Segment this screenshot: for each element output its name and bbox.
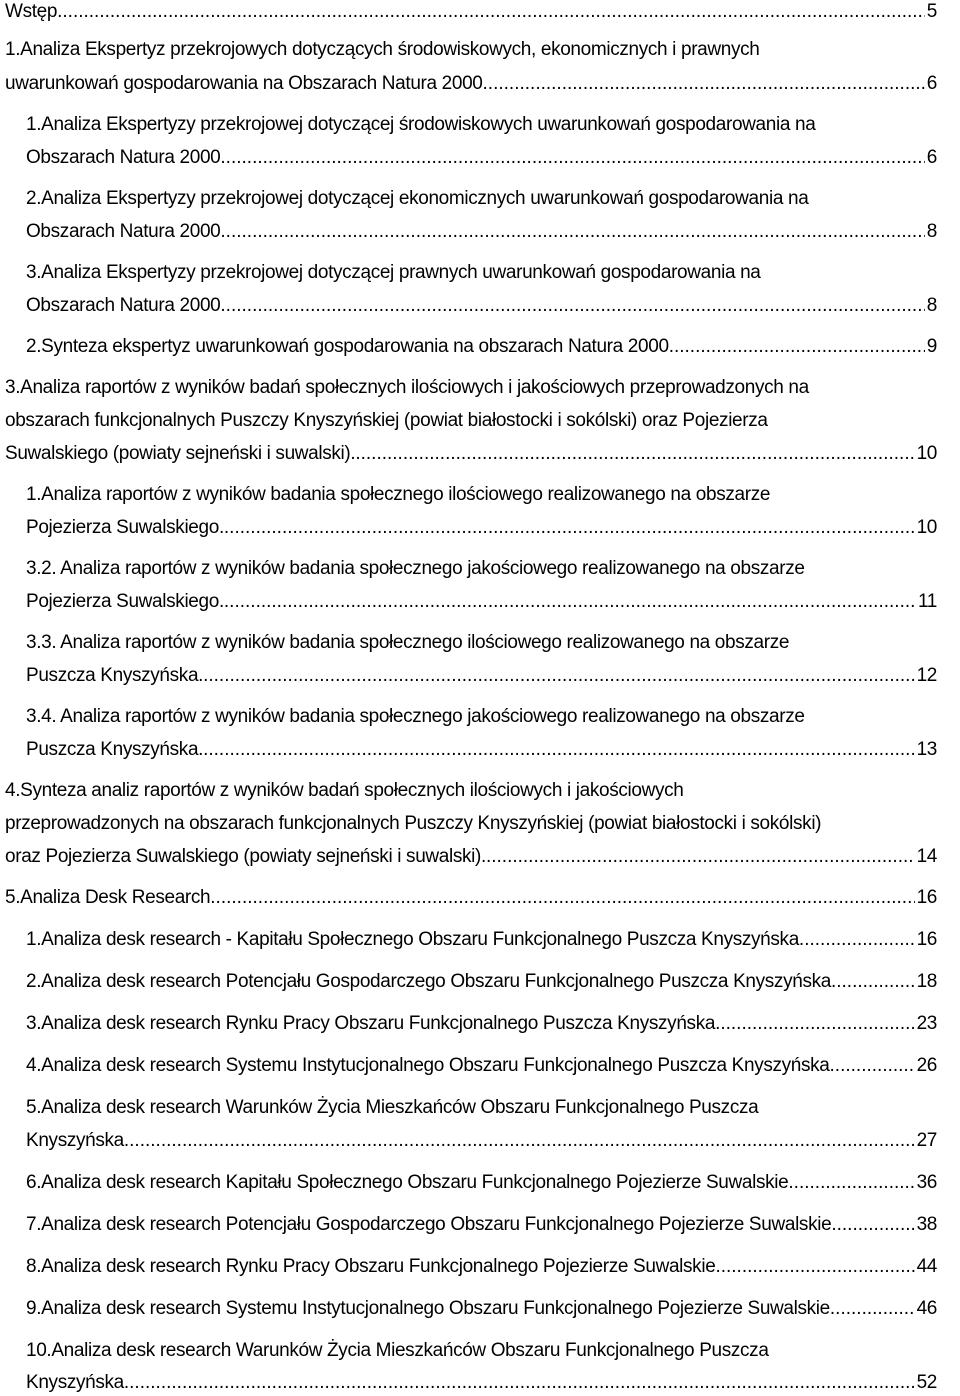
toc-page-number: 16 [916,887,937,908]
toc-leader-dots [715,1254,914,1280]
toc-entry-title: 3.3. Analiza raportów z wyników badania społecznego ilościowego realizowanego na obszarze [26,632,790,653]
toc-entry-title: 4.Synteza analiz raportów z wyników badań społecznych ilościowych i jakościowych [5,780,684,801]
toc-entry-title: 3.Analiza desk research Rynku Pracy Obszaru Funkcjonalnego Puszcza Knyszyńska [26,1013,716,1034]
toc-leader-dots [788,1170,914,1196]
toc-leader-dots [830,1053,915,1079]
toc-page-number: 23 [916,1013,937,1034]
toc-leader-dots [224,515,915,541]
toc-leader-dots [124,1370,915,1396]
toc-entry-title: Wstęp [5,1,58,22]
toc-leader-dots [831,969,915,995]
toc-page-number: 46 [916,1298,937,1319]
toc-page-number: 16 [916,929,937,950]
toc-leader-dots [830,1296,915,1322]
toc-entry-title: 1.Analiza desk research - Kapitału Społecznego Obszaru Funkcjonalnego Puszcza Knyszyńska [26,929,799,950]
toc-entry-title: 3.2. Analiza raportów z wyników badania społecznego jakościowego realizowanego na obszarze [26,558,805,579]
toc-entry-title: 3.4. Analiza raportów z wyników badania społecznego jakościowego realizowanego na obszarze [26,706,805,727]
toc-entry-title-cont: Puszcza Knyszyńska. [26,665,204,686]
toc-entry-title: 2.Analiza desk research Potencjału Gospodarczego Obszaru Funkcjonalnego Puszcza Knyszyńska [26,971,831,992]
toc-entry-title: 5.Analiza desk research Warunków Życia Mieszkańców Obszaru Funkcjonalnego Puszcza [26,1097,759,1118]
toc-leader-dots [203,737,914,763]
toc-entry-title-cont: Obszarach Natura 2000 [26,147,221,168]
toc-leader-dots [715,1011,915,1037]
toc-entry-title: 2.Synteza ekspertyz uwarunkowań gospodarowania na obszarach Natura 2000 [26,336,669,357]
toc-entry-title-cont: Pojezierza Suwalskiego. [26,591,224,612]
toc-leader-dots [57,0,925,25]
toc-leader-dots [669,334,925,360]
toc-leader-dots [220,145,924,171]
toc-page-number: 6 [926,147,937,168]
toc-page-number: 10 [916,443,937,464]
toc-entry-title: 1.Analiza Ekspertyz przekrojowych dotyczących środowiskowych, ekonomicznych i prawnych [5,39,760,60]
toc-page-number: 9 [926,336,937,357]
toc-entry-title: 1.Analiza Ekspertyzy przekrojowej dotyczącej środowiskowych uwarunkowań gospodarowania na [26,114,816,135]
toc-entry-title: 1.Analiza raportów z wyników badania społecznego ilościowego realizowanego na obszarze [26,484,771,505]
toc-page-number: 12 [916,665,937,686]
toc-page-number: 26 [916,1055,937,1076]
toc-leader-dots [355,441,914,467]
toc-entry-title: 7.Analiza desk research Potencjału Gospodarczego Obszaru Funkcjonalnego Pojezierze Suwalskie [26,1214,832,1235]
toc-entry-title-cont: Obszarach Natura 2000 [26,295,221,316]
toc-page-number: 5 [926,1,937,22]
toc-entry-title: 6.Analiza desk research Kapitału Społecznego Obszaru Funkcjonalnego Pojezierze Suwalskie [26,1172,789,1193]
toc-entry-title: 10.Analiza desk research Warunków Życia Mieszkańców Obszaru Funkcjonalnego Puszcza [26,1340,769,1361]
toc-entry-title: 8.Analiza desk research Rynku Pracy Obszaru Funkcjonalnego Pojezierze Suwalskie [26,1256,716,1277]
toc-entry-title: 3.Analiza Ekspertyzy przekrojowej dotyczącej prawnych uwarunkowań gospodarowania na [26,262,761,283]
toc-page-number: 13 [916,739,937,760]
toc-leader-dots [224,589,916,615]
toc-leader-dots [220,293,924,319]
toc-entry-title-cont: Puszcza Knyszyńska. [26,739,204,760]
toc-entry-title: 5.Analiza Desk Research [5,887,211,908]
toc-entry-title-cont: Pojezierza Suwalskiego. [26,517,224,538]
toc-page-number: 38 [916,1214,937,1235]
toc-leader-dots [486,844,915,870]
toc-page-number: 18 [916,971,937,992]
toc-leader-dots [799,927,915,953]
toc-page-number: 27 [916,1130,937,1151]
toc-entry-title-cont: Suwalskiego (powiaty sejneński i suwalski). [5,443,356,464]
toc-page-number: 8 [926,295,937,316]
toc-leader-dots [831,1212,914,1238]
toc-page-number: 10 [916,517,937,538]
toc-page-number: 6 [926,73,937,94]
toc-leader-dots [220,219,924,245]
toc-page-number: 8 [926,221,937,242]
toc-entry-title-cont: Obszarach Natura 2000 [26,221,221,242]
toc-entry-title: 2.Analiza Ekspertyzy przekrojowej dotyczącej ekonomicznych uwarunkowań gospodarowania na [26,188,809,209]
toc-entry-title: 4.Analiza desk research Systemu Instytucjonalnego Obszaru Funkcjonalnego Puszcza Knyszyńska [26,1055,830,1076]
toc-entry-title-cont: przeprowadzonych na obszarach funkcjonalnych Puszczy Knyszyńskiej (powiat białostocki i sokólski) [5,813,822,834]
toc-entry-title-cont: Knyszyńska [26,1372,124,1393]
toc-leader-dots [210,885,914,911]
toc-leader-dots [124,1128,915,1154]
toc-entry-title: 3.Analiza raportów z wyników badań społecznych ilościowych i jakościowych przeprowadzonych na [5,377,809,398]
toc-page-number: 36 [916,1172,937,1193]
toc-leader-dots [483,71,925,97]
toc-page-number: 52 [916,1372,937,1393]
toc-page-number: 44 [916,1256,937,1277]
toc-entry-title-cont: oraz Pojezierza Suwalskiego (powiaty sejneński i suwalski). [5,846,486,867]
toc-leader-dots [203,663,914,689]
toc-entry-title: 9.Analiza desk research Systemu Instytucjonalnego Obszaru Funkcjonalnego Pojezierze Suwalskie [26,1298,830,1319]
toc-entry-title-cont: Knyszyńska [26,1130,124,1151]
toc-page-number: 11 [917,591,937,612]
toc-page-number: 14 [916,846,937,867]
toc-entry-title-cont: uwarunkowań gospodarowania na Obszarach Natura 2000 [5,73,483,94]
toc-entry-title-cont: obszarach funkcjonalnych Puszczy Knyszyńskiej (powiat białostocki i sokólski) oraz Pojezierza [5,410,768,431]
